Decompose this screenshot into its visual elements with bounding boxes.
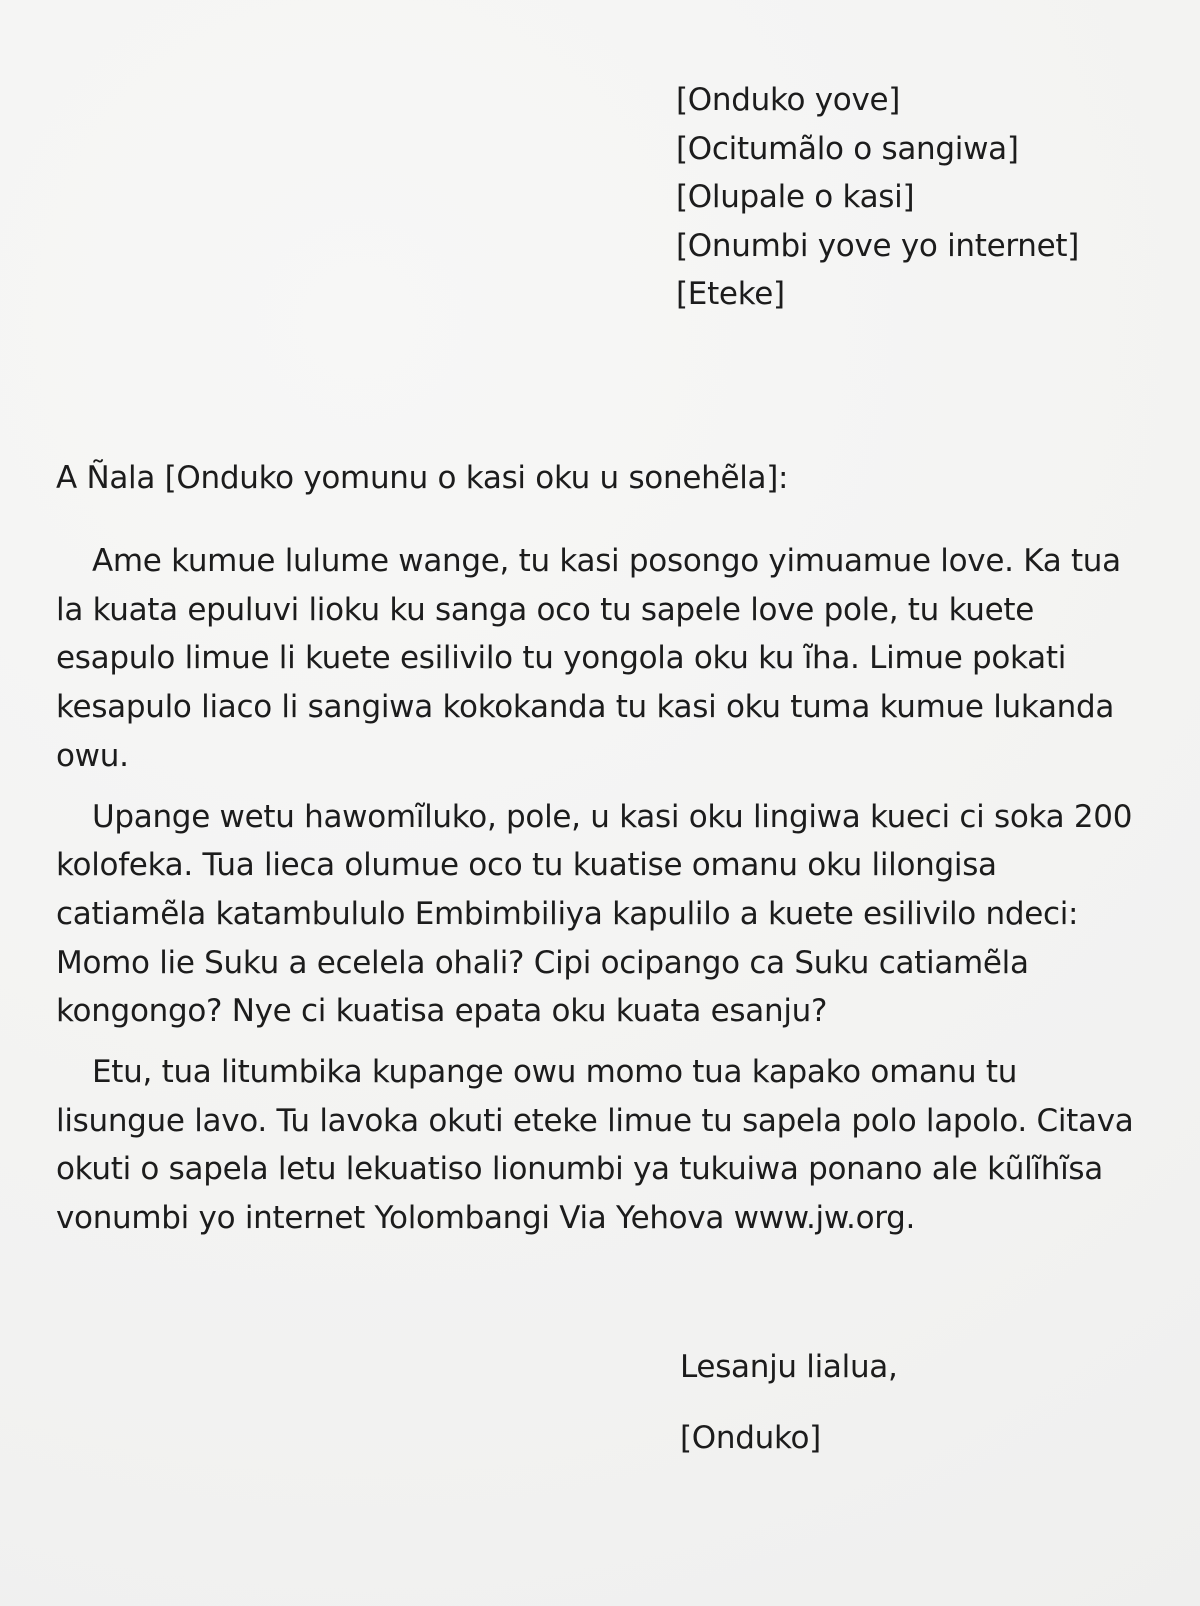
sender-city-line: [Olupale o kasi] [676,179,915,215]
sender-address-block [676,76,1176,319]
letter-body [56,537,1144,1255]
salutation: A Ñala [Onduko yomunu o kasi oku u sonehẽla]: [56,460,789,496]
signature-placeholder: [Onduko] [680,1420,821,1456]
sender-email-line: [Onumbi yove yo internet] [676,227,1080,264]
sender-date-line: [Eteke] [676,276,785,312]
sender-name-line: [Onduko yove] [676,82,901,118]
body-paragraph-1: Ame kumue lulume wange, tu kasi posongo yimuamue love. Ka tua la kuata epuluvi lioku ku sanga oco tu sapele love pole, tu kuete esapulo limue li kuete esilivilo tu yongola oku ku ĩha. Limue pokati kesapulo liaco li sangiwa kokokanda tu kasi oku tuma kumue lukanda owu. [56,543,1121,774]
body-paragraph-2: Upange wetu hawomĩluko, pole, u kasi oku lingiwa kueci ci soka 200 kolofeka. Tua lieca olumue oco tu kuatise omanu oku lilongisa catiamẽla katambululo Embimbiliya kapulilo a kuete esilivilo ndeci: Momo lie Suku a ecelela ohali? Cipi ocipango ca Suku catiamẽla kongongo? Nye ci kuatisa epata oku kuata esanju? [56,798,1133,1030]
sender-address-line: [Ocitumãlo o sangiwa] [676,130,1019,167]
closing: Lesanju lialua, [680,1349,898,1385]
body-paragraph-3: Etu, tua litumbika kupange owu momo tua kapako omanu tu lisungue lavo. Tu lavoka okuti eteke limue tu sapela polo lapolo. Citava okuti o sapela letu lekuatiso lionumbi ya tukuiwa ponano ale kũlĩhĩsa vonumbi yo internet Yolombangi Via Yehova www.jw.org. [56,1054,1134,1237]
